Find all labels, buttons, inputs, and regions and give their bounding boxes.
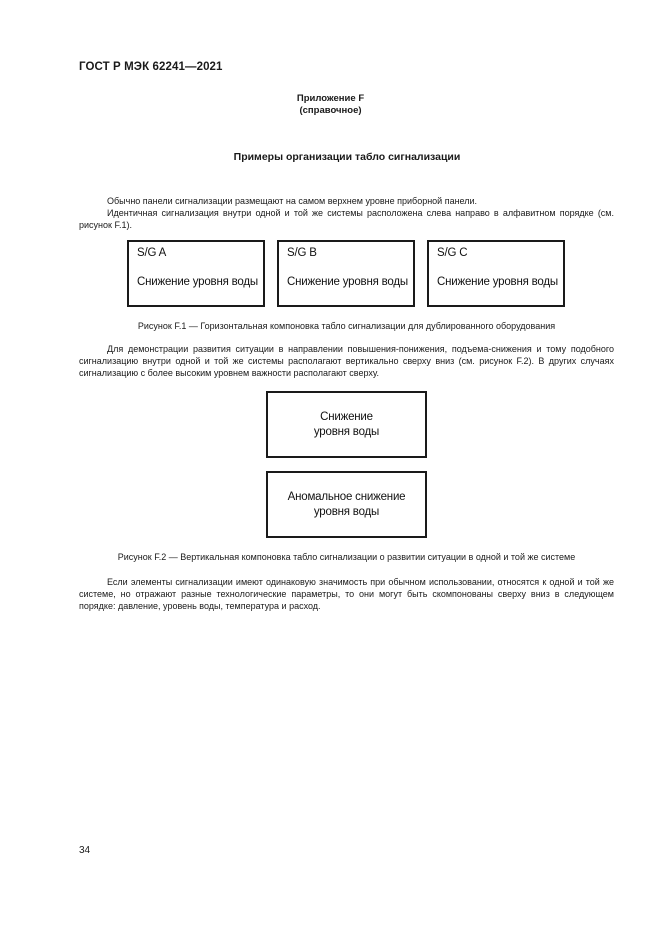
alarm-panel-line: уровня воды: [313, 425, 380, 438]
alarm-panel-line: Аномальное снижение: [287, 490, 406, 503]
paragraph-4: Если элементы сигнализации имеют одинаковую значимость при обычном использовании, относятся к одной и той же системе, но отражают разные технологические параметры, то они могут быть скомпонованы сверху вниз в следующем порядке: давление, уровень воды, температура и расход.: [79, 577, 614, 611]
figure-f2-caption: Рисунок F.2 — Вертикальная компоновка табло сигнализации о развитии ситуации в одной и той же системе: [117, 552, 576, 562]
alarm-panel-level-low: [266, 391, 427, 458]
alarm-panel-line: Снижение: [320, 410, 373, 423]
intro-paragraphs: [79, 195, 614, 231]
appendix-subtitle: (справочное): [299, 105, 362, 116]
section-title: Примеры организации табло сигнализации: [233, 151, 461, 163]
page-number: 34: [79, 845, 91, 856]
alarm-panel-level-abnormal: [266, 471, 427, 538]
paragraph-4-block: [79, 576, 614, 612]
paragraph-3: Для демонстрации развития ситуации в направлении повышения-понижения, подъема-снижения и тому подобного сигнализацию внутри одной и той же системы располагают вертикально сверху вниз (см. рисунок F.2). В других случаях сигнализацию с более высоким уровнем важности располагают сверху.: [79, 344, 614, 378]
alarm-panel-line: уровня воды: [313, 505, 380, 518]
paragraph-2: Идентичная сигнализация внутри одной и той же системы расположена слева направо в алфавитном порядке (см. рисунок F.1).: [79, 208, 614, 230]
alarm-panel-sg-c: [427, 240, 565, 307]
document-code: ГОСТ Р МЭК 62241—2021: [79, 61, 223, 73]
alarm-panel-sg-a: [127, 240, 265, 307]
alarm-panel-tag: S/G B: [287, 247, 317, 259]
appendix-title: Приложение F: [296, 93, 365, 104]
alarm-panel-state: Снижение уровня воды: [287, 276, 408, 288]
alarm-panel-state: Снижение уровня воды: [137, 276, 258, 288]
alarm-panel-tag: S/G C: [437, 247, 468, 259]
alarm-panel-sg-b: [277, 240, 415, 307]
alarm-panel-state: Снижение уровня воды: [437, 276, 558, 288]
figure-f1-caption: Рисунок F.1 — Горизонтальная компоновка табло сигнализации для дублированного оборудования: [137, 321, 556, 331]
paragraph-3-block: [79, 343, 614, 379]
alarm-panel-tag: S/G A: [137, 247, 167, 259]
paragraph-1: Обычно панели сигнализации размещают на самом верхнем уровне приборной панели.: [107, 196, 478, 206]
